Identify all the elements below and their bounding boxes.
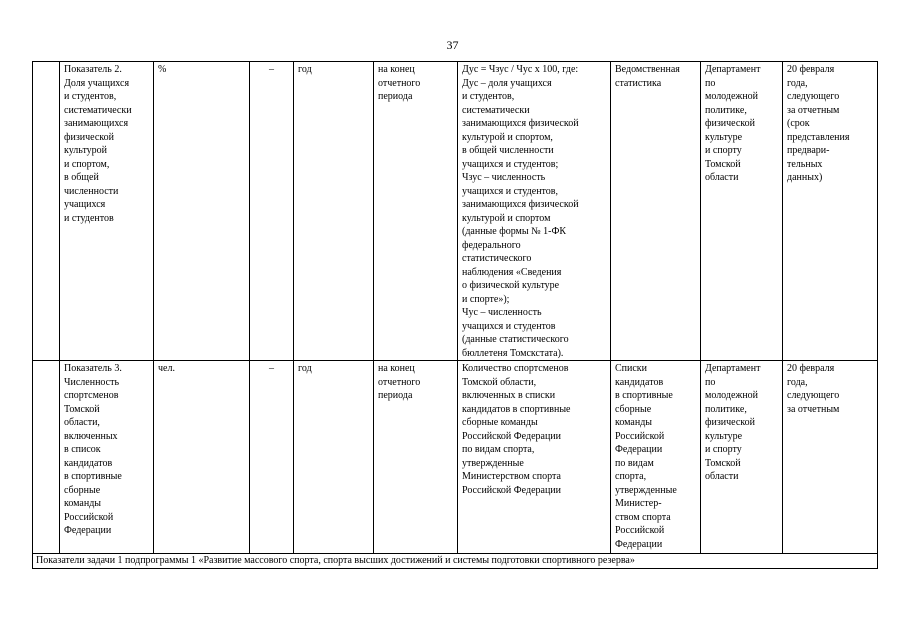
table-footer-row — [33, 554, 878, 569]
method-cell: Дус = Чзус / Чус х 100, где: Дус – доля учащихся и студентов, систематически занимающихся физической культурой и спортом, в общей численности учащихся и студентов; Чзус – численность учащихся и студентов, занимающихся физической культурой и спортом (данные формы № 1-ФК федерального статистического наблюдения «Сведения о физической культуре и спорте»); Чус – численность учащихся и студентов (данные статистического бюллетеня Томскстата). — [458, 62, 611, 361]
table-row — [33, 62, 878, 361]
table-row — [33, 361, 878, 554]
dash-cell: – — [250, 361, 294, 554]
unit-cell: чел. — [154, 361, 250, 554]
periodicity-cell: год — [294, 62, 374, 361]
indicators-table — [32, 61, 878, 569]
dash-cell: – — [250, 62, 294, 361]
indicator-cell: Показатель 3. Численность спортсменов Томской области, включенных в список кандидатов в спортивные сборные команды Российской Федерации — [60, 361, 154, 554]
method-cell: Количество спортсменов Томской области, включенных в списки кандидатов в спортивные сборные команды Российской Федерации по видам спорта, утвержденные Министерством спорта Российской Федерации — [458, 361, 611, 554]
row-number-cell — [33, 361, 60, 554]
periodicity-cell: год — [294, 361, 374, 554]
deadline-cell: 20 февраля года, следующего за отчетным (срок представления предвари- тельных данных) — [783, 62, 878, 361]
time-point-cell: на конец отчетного периода — [374, 361, 458, 554]
source-cell: Списки кандидатов в спортивные сборные команды Российской Федерации по видам спорта, утвержденные Министер- ством спорта Российской Федерации — [611, 361, 701, 554]
time-point-cell: на конец отчетного периода — [374, 62, 458, 361]
task-indicators-caption: Показатели задачи 1 подпрограммы 1 «Развитие массового спорта, спорта высших достижений и системы подготовки спортивного резерва» — [33, 554, 878, 569]
source-cell: Ведомственная статистика — [611, 62, 701, 361]
indicator-cell: Показатель 2. Доля учащихся и студентов, систематически занимающихся физической культурой и спортом, в общей численности учащихся и студентов — [60, 62, 154, 361]
page-number: 37 — [446, 38, 459, 52]
responsible-cell: Департамент по молодежной политике, физической культуре и спорту Томской области — [701, 361, 783, 554]
row-number-cell — [33, 62, 60, 361]
deadline-cell: 20 февраля года, следующего за отчетным — [783, 361, 878, 554]
responsible-cell: Департамент по молодежной политике, физической культуре и спорту Томской области — [701, 62, 783, 361]
unit-cell: % — [154, 62, 250, 361]
